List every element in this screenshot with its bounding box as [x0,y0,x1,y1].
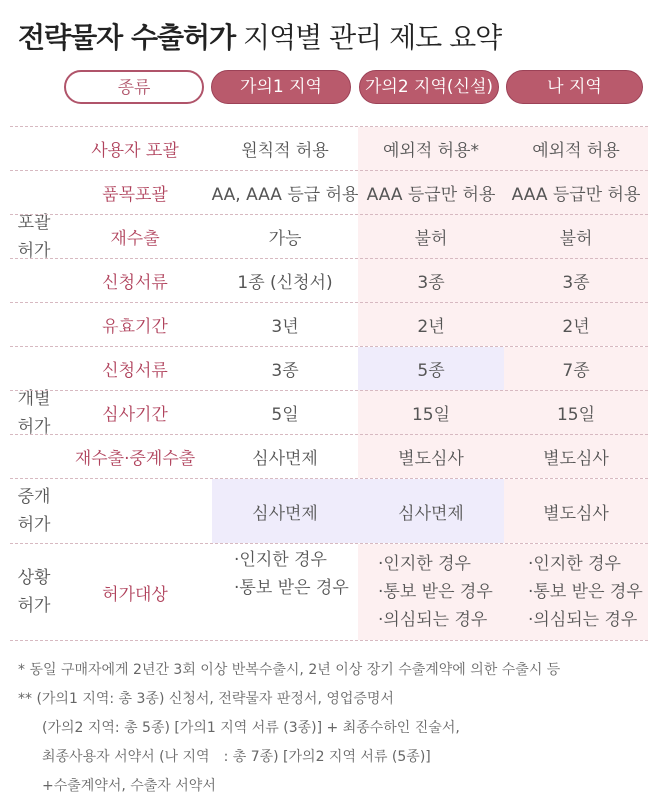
list-item: ·의심되는 경우 [528,610,638,630]
cell-a2: AAA 등급만 허용 [366,185,496,205]
table-row [10,544,648,640]
footnote-2-line2: (가의2 지역: 총 5종) [가의1 지역 서류 (3종)] + 최종수하인 진술서, [42,720,460,736]
row-item: 신청서류 [102,273,168,293]
table-row [10,302,648,346]
cell-a1: 원칙적 허용 [241,141,329,161]
footnote-2-line4: +수출계약서, 수출자 서약서 [42,778,216,794]
header-kind: 종류 [64,70,204,104]
table-row [10,214,648,258]
table-row [10,390,648,434]
cell-b: 3종 [562,273,590,293]
cell-a1: 3종 [271,361,299,381]
cell-a1: 가능 [268,229,302,249]
header-region-b: 나 지역 [506,70,643,104]
table-row [10,258,648,302]
cell-a2: 불허 [414,229,448,249]
row-item: 사용자 포괄 [91,141,179,161]
row-item: 허가대상 [102,584,168,605]
list-item: ·통보 받은 경우 [234,578,349,598]
table-row [10,170,648,214]
section-situational [10,544,648,640]
cell-a1: 3년 [271,317,299,337]
cell-a2: 15일 [411,405,451,425]
section-brokerage [10,479,648,544]
section-label-brokerage: 중개 허가 [17,487,51,535]
cell-a2: 5종 [358,347,504,390]
cell-b: AAA 등급만 허용 [511,185,641,205]
header-region-a1: 가의1 지역 [211,70,351,104]
row-item: 품목포괄 [102,185,168,205]
list-item: ·인지한 경우 [234,550,327,570]
list-item: ·인지한 경우 [378,554,471,574]
list-item: ·의심되는 경우 [378,610,488,630]
section-comprehensive [10,127,648,347]
cell-a1: AA, AAA 등급 허용 [211,185,359,205]
header-region-a2: 가의2 지역(신설) [359,70,499,104]
footnote-2-line1: ** (가의1 지역: 총 3종) 신청서, 전략물자 판정서, 영업증명서 [18,691,394,707]
cell-b: 별도심사 [543,503,609,524]
list-item: ·통보 받은 경우 [378,582,493,602]
cell-a2: 2년 [417,317,445,337]
cell-a1: 심사면제 [212,479,358,543]
footnote-1: * 동일 구매자에게 2년간 3회 이상 반복수출시, 2년 이상 장기 수출계약에 의한 수출시 등 [18,662,561,678]
list-item: ·통보 받은 경우 [528,582,643,602]
cell-a2: 3종 [417,273,445,293]
cell-a2: 심사면제 [358,479,504,543]
cell-b: 불허 [559,229,593,249]
cell-a1: 1종 (신청서) [237,273,333,293]
row-item: 재수출 [110,229,160,249]
cell-a2: 별도심사 [398,449,464,469]
section-label-individual: 개별 허가 [17,388,51,437]
cell-b-list [504,544,658,640]
row-item: 재수출·중계수출 [74,449,196,469]
section-label-situational: 상황 허가 [17,568,51,616]
cell-a2-list [358,544,524,640]
footnote-2-line3: 최종사용자 서약서 (나 지역 : 총 7종) [가의2 지역 서류 (5종)] [42,749,431,765]
cell-b: 2년 [562,317,590,337]
cell-b: 예외적 허용 [532,141,620,161]
table-row [10,347,648,390]
table-row [10,127,648,170]
row-item: 신청서류 [102,361,168,381]
cell-a1: 심사면제 [252,449,318,469]
page-title [18,16,501,56]
summary-table [10,126,648,641]
table-row [10,479,648,543]
title-bold: 전략물자 수출허가 [18,21,236,54]
section-individual [10,347,648,479]
cell-a1-list [212,544,380,640]
row-item: 심사기간 [102,405,168,425]
cell-b: 15일 [556,405,596,425]
cell-b: 별도심사 [543,449,609,469]
footnotes [18,656,560,801]
section-label-comprehensive: 포괄 허가 [17,212,51,261]
title-rest: 지역별 관리 제도 요약 [235,21,502,54]
cell-a2: 예외적 허용* [382,141,479,161]
row-item: 유효기간 [102,317,168,337]
list-item: ·인지한 경우 [528,554,621,574]
table-row [10,434,648,478]
cell-b: 7종 [562,361,590,381]
cell-a1: 5일 [271,405,299,425]
